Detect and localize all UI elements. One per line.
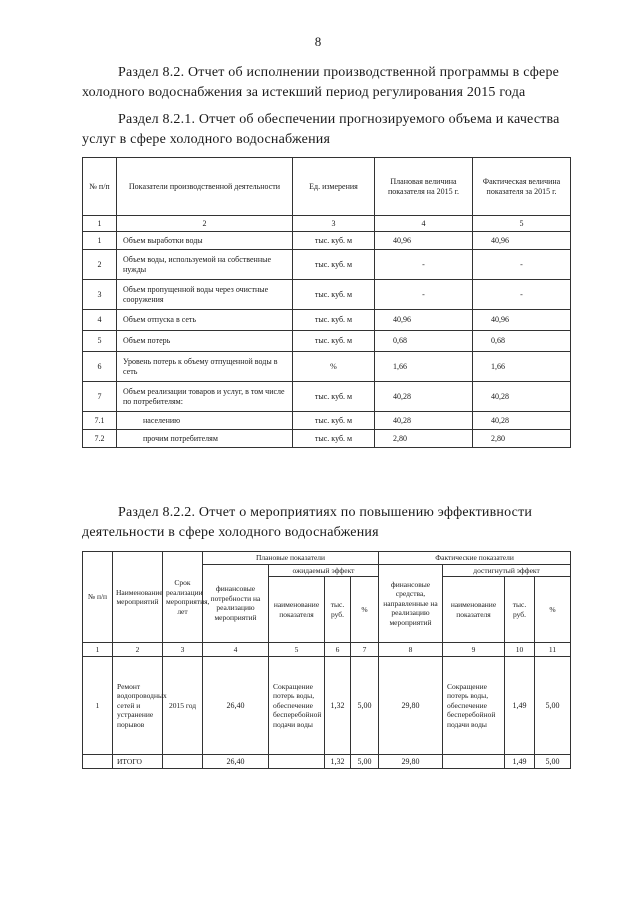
section-heading-8-2-1-text: Раздел 8.2.1. Отчет об обеспечении прогнозируемого объема и качества услуг в сфере холодного водоснабжения [82,112,560,147]
row-number: 5 [83,331,117,352]
empty-cell [83,755,113,769]
expected-effect-rub: 1,32 [325,657,351,755]
header-cell: наименование показателя [443,577,505,643]
unit: тыс. куб. м [293,280,375,310]
column-number: 9 [443,643,505,657]
column-number: 4 [203,643,269,657]
fact-value: - [473,280,571,310]
plan-value: - [375,280,473,310]
indicator-name: Объем выработки воды [117,232,293,250]
table-row [83,310,571,331]
indicator-name: Объем отпуска в сеть [117,310,293,331]
column-number: 8 [379,643,443,657]
fact-value: 40,96 [473,310,571,331]
empty-cell [163,755,203,769]
header-cell: Срок реализации мероприятия, лет [163,552,203,643]
row-number: 3 [83,280,117,310]
total-expected-rub: 1,32 [325,755,351,769]
unit: тыс. куб. м [293,331,375,352]
section-heading-8-2-2 [82,503,572,543]
header-cell: наименование показателя [269,577,325,643]
table-row [83,250,571,280]
fact-value: 40,96 [473,232,571,250]
indicator-name: Объем воды, используемой на собственные нужды [117,250,293,280]
achieved-effect-pct: 5,00 [535,657,571,755]
column-number: 3 [163,643,203,657]
measure-term: 2015 год [163,657,203,755]
header-cell: Фактическая величина показателя за 2015 г. [473,158,571,216]
row-number: 6 [83,352,117,382]
table-row [83,352,571,382]
row-number: 7 [83,382,117,412]
section-heading-8-2-1 [82,110,572,150]
header-cell: Показатели производственной деятельности [117,158,293,216]
row-number: 1 [83,657,113,755]
column-number: 6 [325,643,351,657]
empty-cell [443,755,505,769]
table-row [83,232,571,250]
header-cell: Фактические показатели [379,552,571,565]
header-cell: Плановая величина показателя на 2015 г. [375,158,473,216]
unit: тыс. куб. м [293,430,375,448]
expected-effect-pct: 5,00 [351,657,379,755]
measure-name: Ремонт водопроводных сетей и устранение порывов [113,657,163,755]
header-cell: % [535,577,571,643]
column-number: 1 [83,643,113,657]
expected-effect-name: Сокращение потерь воды, обеспечение бесперебойной подачи воды [269,657,325,755]
section-heading-8-2 [82,63,572,103]
column-number: 2 [113,643,163,657]
total-plan-finance: 26,40 [203,755,269,769]
header-cell: Наименование мероприятий [113,552,163,643]
header-cell: Плановые показатели [203,552,379,565]
section-heading-8-2-2-text: Раздел 8.2.2. Отчет о мероприятиях по повышению эффективности деятельности в сфере холодного водоснабжения [82,505,533,540]
column-number: 11 [535,643,571,657]
row-number: 1 [83,232,117,250]
header-cell: финансовые средства, направленные на реализацию мероприятий [379,564,443,643]
section-heading-8-2-text: Раздел 8.2. Отчет об исполнении производственной программы в сфере холодного водоснабжения за истекший период регулирования 2015 года [82,65,560,100]
plan-value: - [375,250,473,280]
header-cell: тыс. руб. [325,577,351,643]
page-number: 8 [314,34,322,49]
total-row [83,755,571,769]
fact-value: 40,28 [473,382,571,412]
column-number-row [83,216,571,232]
achieved-effect-rub: 1,49 [505,657,535,755]
fact-value: 0,68 [473,331,571,352]
plan-value: 2,80 [375,430,473,448]
indicator-name: Объем реализации товаров и услуг, в том числе по потребителям: [117,382,293,412]
unit: тыс. куб. м [293,232,375,250]
column-number: 1 [83,216,117,232]
fact-finance: 29,80 [379,657,443,755]
table-row [83,331,571,352]
empty-cell [269,755,325,769]
fact-value: 2,80 [473,430,571,448]
column-number: 2 [117,216,293,232]
header-cell: достигнутый эффект [443,564,571,577]
table-row [83,382,571,412]
row-number: 7.2 [83,430,117,448]
table-row [83,430,571,448]
plan-finance: 26,40 [203,657,269,755]
column-number-row [83,643,571,657]
column-number: 7 [351,643,379,657]
production-indicators-table [82,157,571,448]
column-number: 4 [375,216,473,232]
table-header-row [83,552,571,565]
plan-value: 40,28 [375,412,473,430]
row-number: 4 [83,310,117,331]
column-number: 5 [269,643,325,657]
table-row [83,657,571,755]
header-cell: % [351,577,379,643]
plan-value: 40,28 [375,382,473,412]
fact-value: 1,66 [473,352,571,382]
table-row [83,412,571,430]
unit: тыс. куб. м [293,310,375,331]
column-number: 3 [293,216,375,232]
total-achieved-rub: 1,49 [505,755,535,769]
fact-value: 40,28 [473,412,571,430]
indicator-name: населению [117,412,293,430]
total-expected-pct: 5,00 [351,755,379,769]
header-cell: Ед. измерения [293,158,375,216]
achieved-effect-name: Сокращение потерь воды, обеспечение бесперебойной подачи воды [443,657,505,755]
unit: % [293,352,375,382]
total-achieved-pct: 5,00 [535,755,571,769]
total-fact-finance: 29,80 [379,755,443,769]
total-label: ИТОГО [113,755,163,769]
unit: тыс. куб. м [293,382,375,412]
row-number: 7.1 [83,412,117,430]
indicator-name: прочим потребителям [117,430,293,448]
indicator-name: Объем потерь [117,331,293,352]
header-cell: финансовые потребности на реализацию мероприятий [203,564,269,643]
indicator-name: Уровень потерь к объему отпущенной воды в сеть [117,352,293,382]
plan-value: 1,66 [375,352,473,382]
efficiency-measures-table [82,551,571,769]
header-cell: № п/п [83,158,117,216]
indicator-name: Объем пропущенной воды через очистные сооружения [117,280,293,310]
header-cell: № п/п [83,552,113,643]
unit: тыс. куб. м [293,250,375,280]
plan-value: 40,96 [375,232,473,250]
fact-value: - [473,250,571,280]
row-number: 2 [83,250,117,280]
header-cell: тыс. руб. [505,577,535,643]
column-number: 5 [473,216,571,232]
table-header-row [83,158,571,216]
plan-value: 40,96 [375,310,473,331]
unit: тыс. куб. м [293,412,375,430]
column-number: 10 [505,643,535,657]
header-cell: ожидаемый эффект [269,564,379,577]
table-row [83,280,571,310]
plan-value: 0,68 [375,331,473,352]
